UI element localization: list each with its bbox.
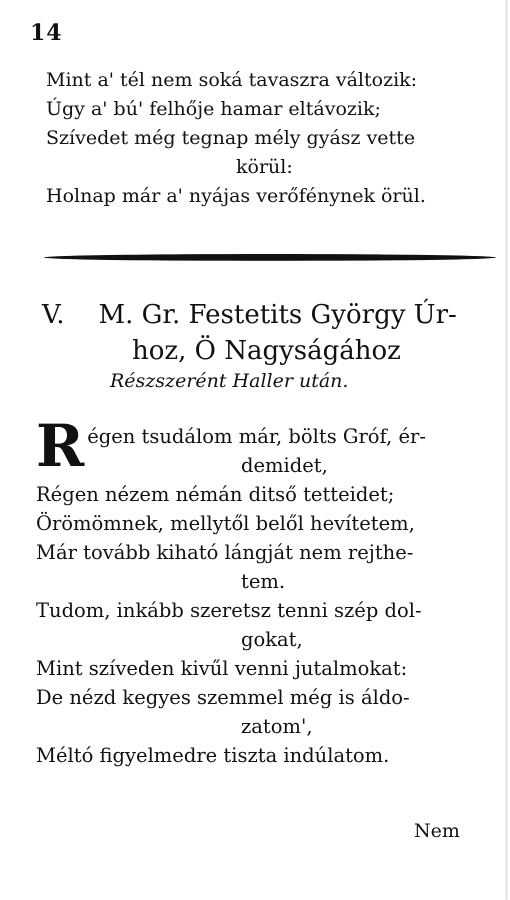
poem-line-continuation: tem. (241, 570, 286, 593)
poem-heading-line1 (42, 297, 502, 333)
stanza-line: Holnap már a' nyájas verőfénynek örül. (46, 185, 426, 207)
poem-line: Örömömnek, mellytől belől hevítetem, (36, 512, 415, 535)
stanza-line: Úgy a' bú' felhője hamar eltávozik; (46, 98, 381, 120)
poem-line: Már tovább kiható lángját nem rejthe- (36, 541, 414, 564)
drop-cap: R (36, 412, 85, 480)
poem-subtitle: Részszerént Haller után. (110, 370, 349, 392)
poem-line: Tudom, inkább szeretsz tenni szép dol- (36, 599, 422, 622)
poem-line-continuation: demidet, (241, 454, 328, 477)
poem-line: De nézd kegyes szemmel még is áldo- (36, 686, 410, 709)
poem-number: V. (42, 300, 65, 330)
poem-title-part1: M. Gr. Festetits György Úr- (98, 300, 457, 330)
stanza-line: Mint a' tél nem soká tavaszra változik: (46, 69, 418, 91)
poem-line: Méltó figyelmedre tiszta indúlatom. (36, 744, 390, 767)
poem-line-text: égen tsudálom már, bölts Gróf, ér- (87, 425, 426, 448)
poem-body (36, 412, 504, 770)
top-stanza (46, 66, 496, 211)
poem-title-part2: hoz, Ö Nagyságához (132, 336, 401, 366)
poem-line: Régen nézem némán ditső tetteidet; (36, 483, 395, 506)
poem-line-continuation: gokat, (241, 628, 303, 651)
page-number: 14 (30, 20, 63, 46)
poem-heading (42, 297, 502, 369)
stanza-line: Szívedet még tegnap mély gyász vette (46, 127, 416, 149)
poem-line-continuation: zatom', (241, 715, 313, 738)
poem-line: Mint szíveden kivűl venni jutalmokat: (36, 657, 408, 680)
stanza-line-continuation: körül: (236, 156, 293, 178)
section-divider-rule (44, 254, 496, 261)
catchword: Nem (414, 820, 460, 842)
page-edge (505, 0, 508, 900)
